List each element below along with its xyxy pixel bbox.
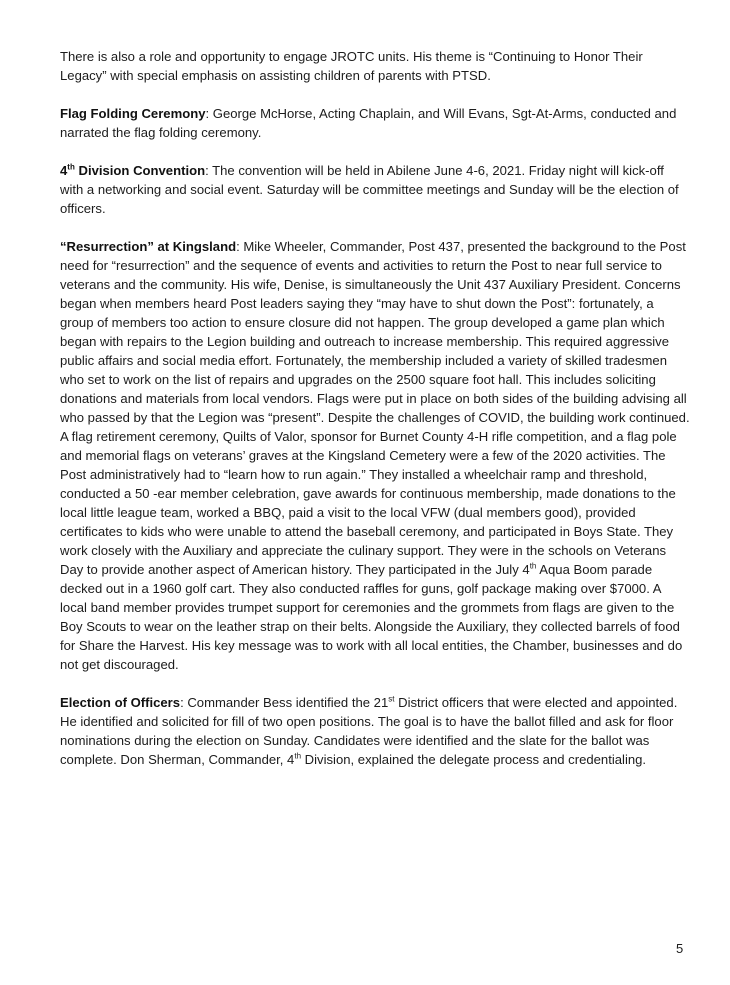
- heading-label: Division Convention: [74, 163, 206, 178]
- page-number: 5: [676, 941, 684, 956]
- section-heading-division-convention: [60, 163, 205, 178]
- ordinal-number: 4: [60, 163, 68, 178]
- paragraph-jrotc: [60, 47, 690, 85]
- paragraph-text-part1: : Mike Wheeler, Commander, Post 437, presented the background to the Post need for “resurrection” and the sequence of events and activities to return the Post to near full service to veterans and the community. His wife, Denise, is simultaneously the Unit 437 Auxiliary President. Concerns began when members heard Post leaders saying they “may have to shut down the Post”: fortunately, a group of members too action to ensure closure did not happen. The group developed a game plan which began with repairs to the Legion building and outreach to increase membership. This required aggressive public affairs and social media effort. Fortunately, the membership included a variety of skilled tradesmen who set to work on the list of repairs and upgrades on the 2500 square foot hall. This includes soliciting donations and materials from local vendors. Flags were put in place on both sides of the building advising all who passed by that the Legion was “present”. Despite the challenges of COVID, the building work continued. A flag retirement ceremony, Quilts of Valor, sponsor for Burnet County 4-H rifle competition, and a flag pole and memorial flags on veterans’ graves at the Kingsland Cemetery were a few of the 2020 activities. The Post administratively had to “learn how to run again.” They installed a wheelchair ramp and threshold, conducted a 50 -ear member celebration, gave awards for continuous membership, made donations to the local little league team, worked a BBQ, paid a visit to the local VFW (dual members good), provided certificates to kids who were unable to attend the baseball ceremony, and participated in Boys State. They work closely with the Auxiliary and appreciate the culinary support. They were in the schools on Veterans Day to provide another aspect of American history. They participated in the July: [60, 239, 690, 577]
- paragraph-flag-folding: [60, 104, 690, 142]
- paragraph-text: : The convention will be held in Abilene June 4-6, 2021. Friday night will kick-off with a networking and social event. Saturday will be committee meetings and Sunday will be the election of officers.: [60, 163, 679, 216]
- paragraph-text-part2: District officers that were elected and appointed. He identified and solicited for fill of two open positions. The goal is to have the ballot filled and ask for floor nominations during the election on Sunday. Candidates were identified and the slate for the ballot was complete. Don Sherman, Commander, 4: [60, 695, 678, 767]
- section-heading-flag-folding: Flag Folding Ceremony: [60, 106, 206, 121]
- ordinal-suffix: st: [388, 694, 395, 704]
- ordinal-suffix: th: [294, 751, 302, 761]
- paragraph-text-part2: Aqua Boom parade decked out in a 1960 golf cart. They also conducted raffles for guns, golf package making over $7000. A local band member provides trumpet support for ceremonies and the grommets from flags are given to the Boy Scouts to wear on the leather strap on their belts. Alongside the Auxiliary, they collected barrels of food for Share the Harvest. His key message was to work with all local entities, the Chamber, businesses and do not get discouraged.: [60, 562, 683, 672]
- section-heading-election: Election of Officers: [60, 695, 181, 710]
- paragraph-text-part1: : Commander Bess identified the 21: [180, 695, 389, 710]
- ordinal-number: 4: [522, 562, 530, 577]
- paragraph-text-part3: Division, explained the delegate process and credentialing.: [301, 752, 647, 767]
- section-heading-resurrection: “Resurrection” at Kingsland: [60, 239, 237, 254]
- ordinal-suffix: th: [529, 561, 537, 571]
- paragraph-election-of-officers: [60, 693, 690, 769]
- paragraph-text: : George McHorse, Acting Chaplain, and Will Evans, Sgt-At-Arms, conducted and narrated the flag folding ceremony.: [60, 106, 677, 140]
- paragraph-division-convention: [60, 161, 690, 218]
- paragraph-resurrection: [60, 237, 690, 674]
- ordinal-suffix: th: [67, 162, 75, 172]
- paragraph-text: There is also a role and opportunity to engage JROTC units. His theme is “Continuing to Honor Their Legacy” with special emphasis on assisting children of parents with PTSD.: [60, 49, 643, 83]
- document-body: [60, 47, 690, 788]
